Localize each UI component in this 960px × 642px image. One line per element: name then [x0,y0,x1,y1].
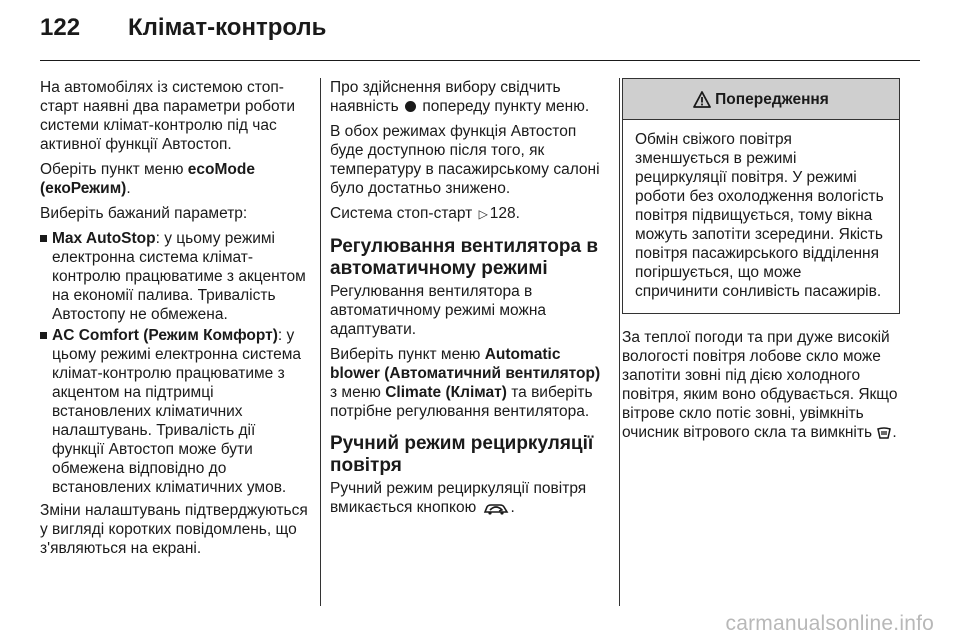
column-divider-2 [619,78,620,606]
column-2 [330,78,605,523]
filled-dot-icon [405,101,416,112]
text-span: Ручний режим рециркуляції повітря вмикається кнопкою [330,480,587,516]
column-divider-1 [320,78,321,606]
section-heading-auto-fan: Регулювання вентилятора в автоматичному режимі [330,236,599,279]
paragraph-autostop-availability: В обох режимах функція Автостоп буде доступною після того, як температуру в пасажирському салоні було достатньо знижено. [330,123,600,197]
watermark: carmanualsonline.info [725,612,934,635]
menu-item-climate: Climate (Клімат) [385,384,507,401]
text-span: та виберіть потрібне регулювання вентилятора. [330,384,593,420]
text-span: . [515,205,520,222]
paragraph-choose-option: Виберіть бажаний параметр: [40,205,248,222]
text-span: Виберіть пункт меню [330,346,485,363]
option-ac-comfort: AC Comfort (Режим Комфорт) [52,327,278,344]
text-span: Оберіть пункт меню [40,161,188,178]
page-title: Клімат-контроль [128,14,327,41]
text-span: : у цьому режимі електронна система клімат-контролю працюватиме з акцентом на економії палива. Тривалість Автостопу не обмежена. [52,230,306,323]
paragraph-selection-indicator [330,78,605,116]
text-span: Про здійснення вибору свідчить наявність [330,79,561,115]
paragraph-recirculation [330,479,605,517]
warning-triangle-icon [693,91,711,108]
menu-item-ecomode: ecoMode (екоРежим) [40,161,255,197]
list-item-ac-comfort [40,326,310,497]
reference-arrow-icon: ▷ [478,207,488,221]
windshield-air-icon [877,426,891,440]
warning-text: Обмін свіжого повітря зменшується в режимі рециркуляції повітря. У режимі роботи без охолодження вологість повітря підвищується, тому вікна можуть запотіти зсередини. Якість повітря пасажирського відділення погіршується, що може спричинити сонливість пасажирів. [635,131,884,300]
text-span: За теплої погоди та при дуже високій вологості повітря лобове скло може запотіти зовні під дією холодного повітря, яким воно обдувається. Якщо вітрове скло потіє зовні, увімкніть очисник вітрового скла та вимкніть [622,329,898,441]
paragraph-stop-start-ref [330,204,605,224]
menu-item-automatic-blower: Automatic blower (Автоматичний вентилятор) [330,346,601,382]
page-number: 122 [40,14,81,41]
column-3 [622,78,900,448]
page-header [40,14,326,54]
paragraph-settings-confirm: Зміни налаштувань підтверджуються у вигляді коротких повідомлень, що з'являються на екрані. [40,502,308,557]
air-recirculation-icon [483,501,509,515]
paragraph-stop-start-intro: На автомобілях із системою стоп-старт наявні два параметри роботи системи клімат-контролю під час активної функції Автостоп. [40,79,295,153]
text-span: : у цьому режимі електронна система клімат-контролю працюватиме з акцентом на підтримці встановлених кліматичних налаштувань. Тривалість дії функції Автостоп може бути обмежена відповідно до встановлених кліматичних умов. [52,327,302,496]
paragraph-windshield-fog [622,328,900,442]
text-span: . [892,424,897,441]
list-item-max-autostop [40,229,310,324]
page-reference[interactable]: 128 [489,205,516,222]
paragraph-ecomode [40,160,310,198]
column-1 [40,78,310,564]
section-heading-recirculation: Ручний режим рециркуляції повітря [330,433,594,476]
text-span: . [510,499,515,516]
option-list [40,229,310,497]
text-span: попереду пункту меню. [418,98,590,115]
warning-box [622,78,900,314]
warning-title: Попередження [715,90,829,108]
text-span: з меню [330,384,386,401]
warning-header [623,79,899,120]
header-divider [40,60,920,61]
text-span: . [126,180,131,197]
option-max-autostop: Max AutoStop [52,230,156,247]
paragraph-auto-fan: Регулювання вентилятора в автоматичному режимі можна адаптувати. [330,283,547,338]
paragraph-auto-blower-menu [330,345,605,421]
text-span: Система стоп-старт [330,205,477,222]
